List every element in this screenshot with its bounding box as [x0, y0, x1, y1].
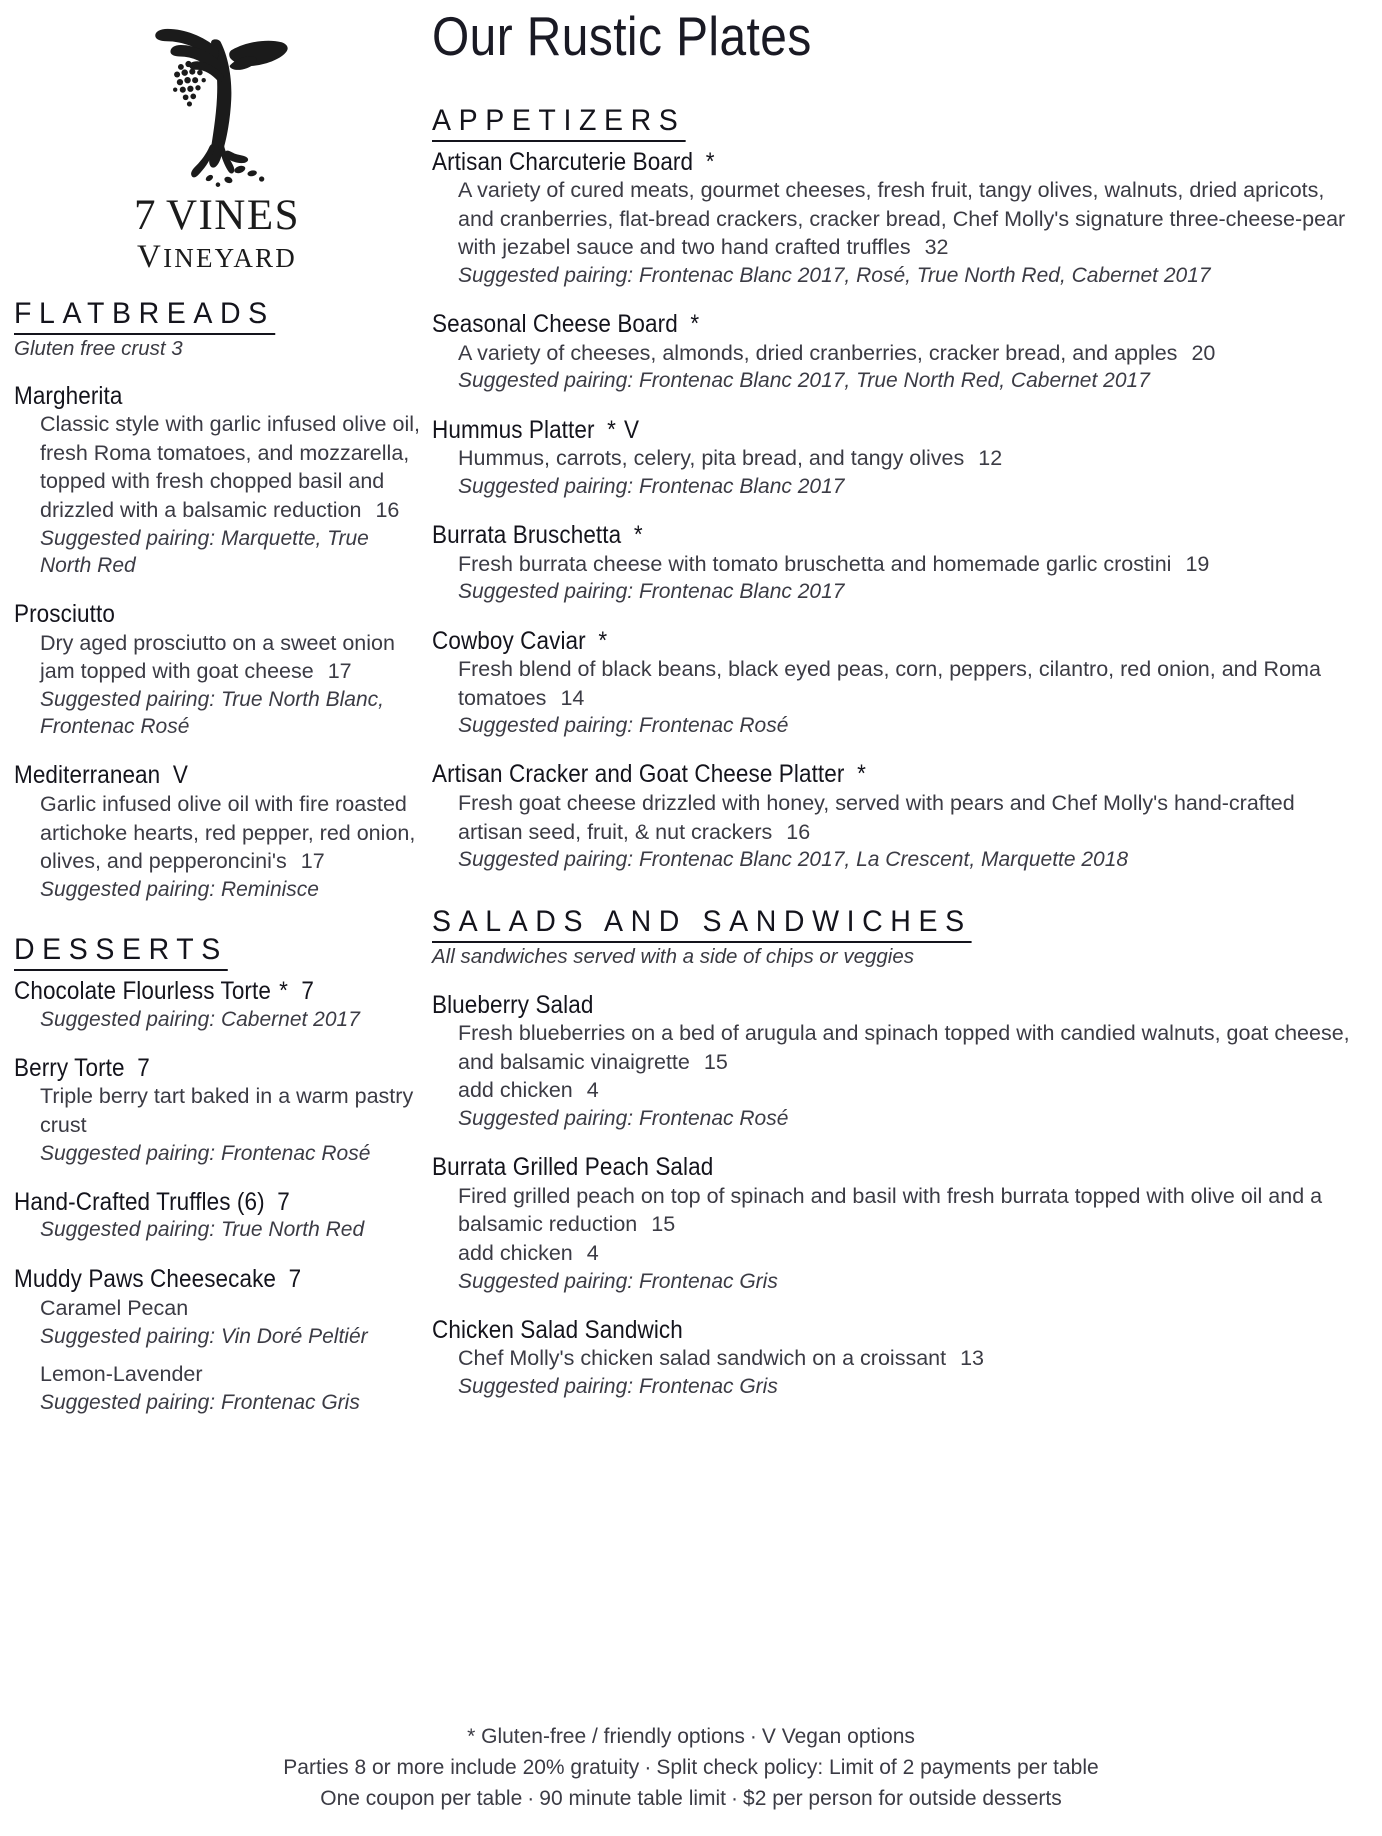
- menu-item: [14, 600, 420, 740]
- item-pairing: Suggested pairing: Frontenac Blanc 2017: [458, 474, 845, 498]
- item-title: Burrata Grilled Peach Salad: [432, 1153, 714, 1182]
- item-addon-label: add chicken: [458, 1078, 573, 1103]
- footer-separator: ·: [644, 1755, 652, 1779]
- item-pairing: Suggested pairing: Cabernet 2017: [40, 1007, 360, 1031]
- dietary-marker: * V: [607, 415, 640, 444]
- menu-item: [14, 1188, 420, 1244]
- item-variant-label: Lemon-Lavender: [40, 1361, 203, 1386]
- item-title: Cowboy Caviar: [432, 626, 586, 655]
- footer-separator: ·: [527, 1786, 535, 1810]
- item-price: 20: [1191, 340, 1216, 365]
- item-body: [432, 550, 1364, 606]
- item-title: Muddy Paws Cheesecake: [14, 1264, 277, 1293]
- item-addon-label: add chicken: [458, 1240, 573, 1265]
- item-name: [14, 1054, 379, 1083]
- item-body: [432, 789, 1364, 873]
- brand-name-primary: [134, 194, 300, 238]
- item-addon: [458, 1239, 1364, 1268]
- menu-item: [432, 991, 1364, 1133]
- item-price: 15: [651, 1212, 676, 1237]
- menu-item: [432, 760, 1364, 873]
- item-title: Mediterranean: [14, 761, 161, 790]
- item-price: 16: [375, 497, 400, 522]
- menu-item: [14, 1054, 420, 1167]
- brand-name-numeral: 7: [133, 192, 157, 239]
- item-name: [432, 148, 1271, 177]
- footer-vegan-note: V Vegan options: [761, 1724, 915, 1748]
- item-name: [432, 310, 1271, 339]
- item-name: [432, 991, 1271, 1020]
- menu-item: [14, 977, 420, 1033]
- menu-item: [14, 1265, 420, 1416]
- section-desserts: [14, 933, 420, 1416]
- item-desc-text: Fresh goat cheese drizzled with honey, served with pears and Chef Molly's hand-crafted artisan seed, fruit, & nut crackers: [458, 790, 1295, 844]
- dietary-marker: V: [172, 761, 189, 790]
- item-body: [432, 1182, 1364, 1295]
- item-price: 15: [703, 1049, 728, 1074]
- item-body: [14, 1294, 420, 1416]
- item-addon-price: 4: [586, 1078, 599, 1103]
- item-desc-text: Dry aged prosciutto on a sweet onion jam topped with goat cheese: [40, 630, 395, 684]
- item-pairing: Suggested pairing: Frontenac Gris: [458, 1269, 778, 1293]
- menu-item: [14, 382, 420, 579]
- menu-item: [14, 761, 420, 903]
- salads-note: All sandwiches served with a side of chips or veggies: [432, 945, 914, 969]
- menu-item: [432, 1153, 1364, 1295]
- item-description: [458, 789, 1364, 846]
- section-appetizers: [432, 104, 1364, 874]
- item-body: [432, 339, 1364, 395]
- item-title: Blueberry Salad: [432, 990, 594, 1019]
- vine-tree-logo-icon: [122, 8, 312, 198]
- item-name: [14, 977, 379, 1006]
- item-price: 7: [277, 1187, 290, 1216]
- dietary-marker: *: [279, 977, 289, 1006]
- item-pairing: Suggested pairing: Reminisce: [40, 877, 319, 901]
- footer-gluten-note: * Gluten-free / friendly options: [467, 1724, 745, 1748]
- item-body: [14, 629, 420, 741]
- dietary-marker: *: [690, 310, 701, 339]
- item-body: [432, 444, 1364, 500]
- footer-line-2: [0, 1752, 1382, 1783]
- menu-item: [432, 521, 1364, 605]
- footer-table-limit-note: 90 minute table limit: [539, 1786, 727, 1810]
- item-pairing: Suggested pairing: Marquette, True North Red: [40, 526, 369, 577]
- item-body: [14, 1006, 420, 1033]
- footer-coupon-note: One coupon per table: [320, 1786, 523, 1810]
- item-addon: [458, 1076, 1364, 1105]
- item-desc-text: Chef Molly's chicken salad sandwich on a croissant: [458, 1346, 947, 1371]
- item-name: [432, 1153, 1271, 1182]
- item-variant-pairing: Suggested pairing: Vin Doré Peltiér: [40, 1324, 368, 1348]
- section-heading-desserts: DESSERTS: [14, 933, 228, 971]
- menu-item: [432, 627, 1364, 740]
- item-body: [432, 1019, 1364, 1132]
- item-price: 14: [560, 685, 585, 710]
- menu-item: [432, 1316, 1364, 1400]
- item-desc-text: Hummus, carrots, celery, pita bread, and tangy olives: [458, 446, 965, 471]
- item-price: 12: [978, 446, 1003, 471]
- item-title: Chicken Salad Sandwich: [432, 1315, 683, 1344]
- item-pairing: Suggested pairing: Frontenac Rosé: [458, 714, 789, 738]
- item-body: [432, 655, 1364, 739]
- item-desc-text: Garlic infused olive oil with fire roasted artichoke hearts, red pepper, red onion, olives, and pepperoncini's: [40, 791, 416, 874]
- section-heading-flatbreads: FLATBREADS: [14, 297, 275, 335]
- item-title: Seasonal Cheese Board: [432, 310, 678, 339]
- item-body: [432, 1344, 1364, 1400]
- item-body: [14, 1216, 420, 1243]
- item-desc-text: Fresh blend of black beans, black eyed peas, corn, peppers, cilantro, red onion, and Roma tomatoes: [458, 657, 1321, 710]
- item-title: Berry Torte: [14, 1053, 125, 1082]
- dietary-marker: *: [598, 626, 608, 655]
- item-addon-price: 4: [586, 1240, 599, 1265]
- item-price: 19: [1185, 551, 1210, 576]
- item-variant-label: Caramel Pecan: [40, 1296, 189, 1321]
- footer-notes: [0, 1721, 1382, 1814]
- dietary-marker: *: [633, 521, 644, 550]
- item-description: [458, 1182, 1364, 1239]
- menu-item: [432, 148, 1364, 290]
- item-desc-text: Fresh burrata cheese with tomato bruschetta and homemade garlic crostini: [458, 551, 1172, 576]
- item-price: 7: [137, 1053, 150, 1082]
- item-price: 17: [300, 849, 325, 874]
- item-name: [432, 760, 1271, 789]
- item-pairing: Suggested pairing: Frontenac Blanc 2017, La Crescent, Marquette 2018: [458, 848, 1129, 872]
- section-salads-sandwiches: [432, 905, 1364, 1400]
- item-description: [458, 176, 1364, 262]
- left-column: [14, 0, 420, 1416]
- item-description: [40, 790, 420, 876]
- item-name: [432, 521, 1271, 550]
- item-description: [458, 444, 1364, 473]
- item-pairing: Suggested pairing: Frontenac Gris: [458, 1374, 778, 1398]
- item-description: Triple berry tart baked in a warm pastry crust: [40, 1084, 414, 1137]
- brand-sub-initial: V: [137, 238, 164, 275]
- item-name: [14, 1188, 379, 1217]
- menu-item: [432, 416, 1364, 500]
- dietary-marker: *: [857, 760, 867, 789]
- item-price: 13: [960, 1346, 985, 1371]
- footer-split-check-note: Split check policy: Limit of 2 payments per table: [656, 1755, 1099, 1779]
- footer-outside-dessert-note: $2 per person for outside desserts: [743, 1786, 1062, 1810]
- section-flatbreads: [14, 297, 420, 904]
- item-pairing: Suggested pairing: True North Red: [40, 1218, 365, 1242]
- item-body: [14, 1082, 420, 1166]
- item-name: [14, 1265, 379, 1294]
- item-description: [458, 339, 1364, 368]
- page-title: Our Rustic Plates: [432, 5, 812, 67]
- item-pairing: Suggested pairing: Frontenac Blanc 2017, True North Red, Cabernet 2017: [458, 369, 1150, 393]
- brand-logo-block: [14, 0, 420, 275]
- brand-sub-rest: INEYARD: [163, 242, 297, 273]
- right-column: [420, 0, 1364, 1400]
- item-variant-pairing: Suggested pairing: Frontenac Gris: [40, 1390, 360, 1414]
- item-price: 17: [327, 659, 352, 684]
- item-pairing: Suggested pairing: Frontenac Blanc 2017, Rosé, True North Red, Cabernet 2017: [458, 264, 1211, 288]
- item-desc-text: Fresh blueberries on a bed of arugula and spinach topped with candied walnuts, goat cheese, and balsamic vinaigrette: [458, 1021, 1350, 1074]
- item-desc-text: A variety of cheeses, almonds, dried cranberries, cracker bread, and apples: [458, 340, 1178, 365]
- menu-item: [432, 310, 1364, 394]
- item-body: [14, 790, 420, 903]
- item-title: Hummus Platter: [432, 415, 595, 444]
- footer-gratuity-note: Parties 8 or more include 20% gratuity: [283, 1755, 640, 1779]
- item-name: [432, 416, 1271, 445]
- item-pairing: Suggested pairing: Frontenac Rosé: [458, 1106, 789, 1130]
- item-desc-text: A variety of cured meats, gourmet cheeses, fresh fruit, tangy olives, walnuts, dried apricots, and cranberries, flat-bread crackers, cracker bread, Chef Molly's signature three-cheese-pear with jezabel sauce and two hand crafted truffles: [458, 178, 1346, 260]
- item-title: Prosciutto: [14, 600, 115, 629]
- footer-separator: ·: [731, 1786, 739, 1810]
- brand-name-secondary: [137, 240, 297, 275]
- flatbreads-note: Gluten free crust 3: [14, 336, 183, 360]
- item-name: [432, 1316, 1271, 1345]
- dietary-marker: *: [705, 147, 716, 176]
- item-title: Burrata Bruschetta: [432, 521, 622, 550]
- item-description: [458, 1019, 1364, 1076]
- item-title: Artisan Cracker and Goat Cheese Platter: [432, 760, 845, 789]
- footer-separator: ·: [749, 1724, 757, 1748]
- item-price: 32: [924, 235, 949, 260]
- item-desc-text: Classic style with garlic infused olive oil, fresh Roma tomatoes, and mozzarella, topped with fresh chopped basil and drizzled with a balsamic reduction: [40, 412, 420, 522]
- item-body: [14, 410, 420, 579]
- item-title: Chocolate Flourless Torte: [14, 977, 271, 1006]
- item-title: Hand-Crafted Truffles (6): [14, 1187, 265, 1216]
- brand-name-word: VINES: [165, 192, 301, 239]
- section-heading-appetizers: APPETIZERS: [432, 104, 685, 142]
- item-price: 16: [786, 819, 811, 844]
- item-pairing: Suggested pairing: True North Blanc, Frontenac Rosé: [40, 687, 384, 739]
- item-desc-text: Fired grilled peach on top of spinach and basil with fresh burrata topped with olive oil and a balsamic reduction: [458, 1183, 1323, 1237]
- item-name: [432, 627, 1271, 656]
- item-description: [40, 629, 420, 686]
- item-description: [458, 1344, 1364, 1373]
- footer-line-3: [0, 1783, 1382, 1814]
- item-title: Artisan Charcuterie Board: [432, 147, 694, 176]
- section-heading-salads-sandwiches: SALADS AND SANDWICHES: [432, 905, 972, 943]
- item-pairing: Suggested pairing: Frontenac Rosé: [40, 1141, 371, 1165]
- item-description: [40, 410, 420, 524]
- item-pairing: Suggested pairing: Frontenac Blanc 2017: [458, 580, 845, 604]
- item-description: [458, 655, 1364, 712]
- item-title: Margherita: [14, 381, 123, 410]
- item-description: [458, 550, 1364, 579]
- item-name: [14, 382, 379, 411]
- item-price: 7: [288, 1264, 302, 1293]
- footer-line-1: [0, 1721, 1382, 1752]
- item-price: 7: [301, 977, 314, 1006]
- item-body: [432, 176, 1364, 289]
- item-name: [14, 600, 379, 629]
- item-name: [14, 761, 379, 790]
